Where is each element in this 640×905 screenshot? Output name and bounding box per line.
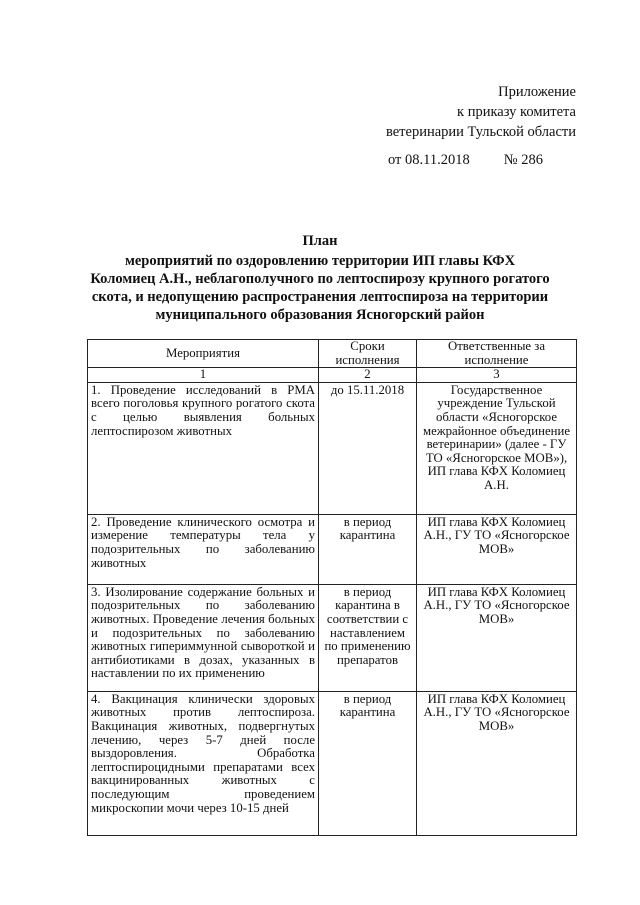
plan-table	[87, 339, 577, 836]
appendix-line: ветеринарии Тульской области	[385, 124, 576, 140]
table-row	[88, 514, 577, 584]
row-action: 1. Проведение исследований в РМА всего поголовья крупного рогатого скота с целью выявления больных лептоспирозом животных	[88, 382, 319, 514]
order-reference	[388, 150, 543, 170]
row-deadline: в период карантина в соответствии с наставлением по применению препаратов	[319, 584, 417, 691]
column-number: 3	[417, 368, 577, 383]
row-action: 4. Вакцинация клинически здоровых животных против лептоспироза. Вакцинация животных, подвергнутых лечению, через 5-7 дней после выздоровления. Обработка лептоспироцидными препаратами всех вакцинированных животных с последующим проведением микроскопии мочи через 10-15 дней	[88, 691, 319, 835]
row-deadline: до 15.11.2018	[319, 382, 417, 514]
table-row	[88, 691, 577, 835]
title-line: мероприятий по оздоровлению территории ИП главы КФХ	[124, 253, 516, 269]
row-responsible: ИП глава КФХ Коломиец А.Н., ГУ ТО «Ясногорское МОВ»	[417, 514, 577, 584]
header-actions: Мероприятия	[88, 340, 319, 368]
column-number: 1	[88, 368, 319, 383]
table-header-row	[88, 340, 577, 368]
header-deadline: Сроки исполнения	[319, 340, 417, 368]
appendix-block	[300, 82, 576, 142]
title-line: Коломиец А.Н., неблагополучного по лептоспирозу крупного рогатого	[90, 271, 550, 287]
row-responsible: ИП глава КФХ Коломиец А.Н., ГУ ТО «Ясногорское МОВ»	[417, 691, 577, 835]
row-responsible: ИП глава КФХ Коломиец А.Н., ГУ ТО «Ясногорское МОВ»	[417, 584, 577, 691]
order-number: № 286	[503, 152, 543, 168]
title-line: скота, и недопущению распространения лептоспироза на территории	[91, 289, 549, 305]
order-date: от 08.11.2018	[388, 152, 470, 168]
row-responsible: Государственное учреждение Тульской области «Ясногорское межрайонное объединение ветеринарии» (далее - ГУ ТО «Ясногорское МОВ»), ИП глава КФХ Коломиец А.Н.	[417, 382, 577, 514]
table-row	[88, 584, 577, 691]
row-deadline: в период карантина	[319, 691, 417, 835]
column-number: 2	[319, 368, 417, 383]
appendix-line: к приказу комитета	[457, 104, 576, 120]
row-deadline: в период карантина	[319, 514, 417, 584]
column-number-row	[88, 368, 577, 383]
header-responsible: Ответственные за исполнение	[417, 340, 577, 368]
title-line: муниципального образования Ясногорский район	[155, 307, 485, 323]
title-main: План	[302, 233, 338, 249]
appendix-line: Приложение	[498, 84, 576, 100]
row-action: 3. Изолирование содержание больных и подозрительных по заболеванию животных. Проведение лечения больных и подозрительных по заболеванию животных гипериммунной сывороткой и антибиотиками в дозах, указанных в наставлении по их применению	[88, 584, 319, 691]
row-action: 2. Проведение клинического осмотра и измерение температуры тела у подозрительных по заболеванию животных	[88, 514, 319, 584]
table-row	[88, 382, 577, 514]
document-title	[60, 232, 580, 324]
